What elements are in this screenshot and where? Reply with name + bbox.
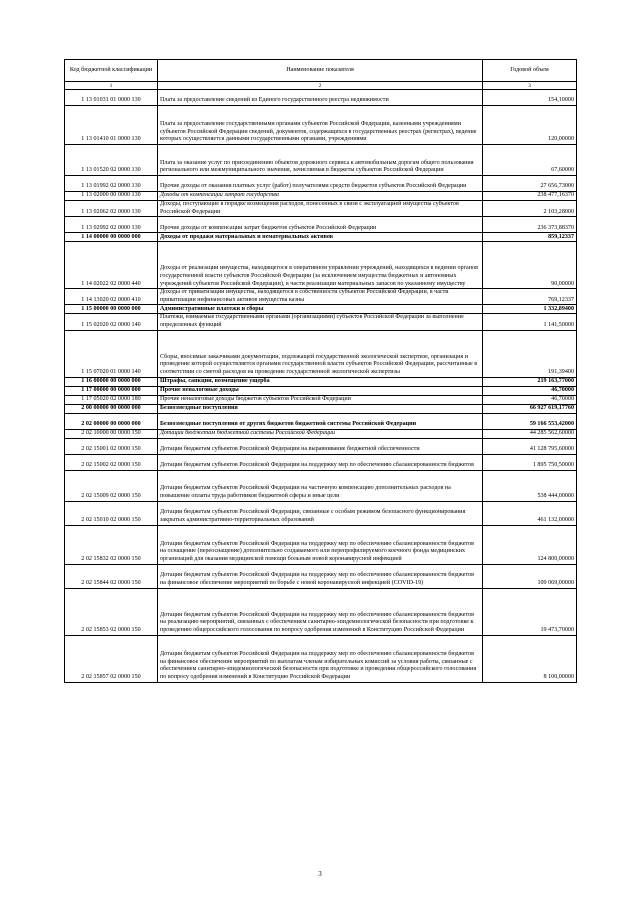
row-code: 1 14 00000 00 0000 000 xyxy=(65,233,158,242)
row-amount: 66 927 619,17760 xyxy=(483,404,577,413)
column-number: 2 xyxy=(158,82,483,90)
row-amount: 461 132,00000 xyxy=(483,501,577,525)
row-code: 2 02 00000 00 0000 000 xyxy=(65,413,158,429)
row-name: Дотации бюджетам субъектов Российской Федерации на частичную компенсацию дополнительных расходов на повышение оплаты труда работников бюджетной сферы и иные цели xyxy=(158,470,483,501)
row-amount: 191,39400 xyxy=(483,330,577,377)
table-row xyxy=(65,233,577,242)
table-row xyxy=(65,106,577,145)
row-amount: 1 332,89400 xyxy=(483,305,577,314)
row-name: Плата за оказание услуг по присоединению объектов дорожного сервиса к автомобильным дорогам общего пользования регионального или межмуниципального значения, зачисляемая в бюджеты субъектов Российской Федерации xyxy=(158,145,483,176)
table-row xyxy=(65,525,577,564)
row-amount: 1 141,50000 xyxy=(483,314,577,330)
row-code: 1 13 01992 02 0000 130 xyxy=(65,176,158,192)
table-row xyxy=(65,404,577,413)
row-name: Доходы от реализации имущества, находящегося в оперативном управлении учреждений, находящихся в ведении органов государственной власти субъектов Российской Федерации (за исключением имущества бюджетных и автономных учреждений субъектов Российской Федерации), в части реализации материальных запасов по указанному имуществу xyxy=(158,242,483,289)
table-row xyxy=(65,289,577,305)
row-name: Дотации бюджетам субъектов Российской Федерации на выравнивание бюджетной обеспеченности xyxy=(158,438,483,454)
row-code: 2 02 15010 02 0000 150 xyxy=(65,501,158,525)
header-code: Код бюджетной классификации xyxy=(65,60,158,82)
row-code: 1 14 13020 02 0000 410 xyxy=(65,289,158,305)
row-code: 1 17 00000 00 0000 000 xyxy=(65,386,158,395)
table-header-row xyxy=(65,60,577,82)
table-row xyxy=(65,217,577,233)
row-amount: 124 800,00000 xyxy=(483,525,577,564)
table-row xyxy=(65,454,577,470)
table-row xyxy=(65,305,577,314)
row-code: 1 16 00000 00 0000 000 xyxy=(65,377,158,386)
row-code: 2 02 10000 00 0000 150 xyxy=(65,429,158,438)
row-amount: 154,10000 xyxy=(483,90,577,106)
row-code: 1 15 00000 00 0000 000 xyxy=(65,305,158,314)
table-row xyxy=(65,330,577,377)
row-amount: 46,70000 xyxy=(483,395,577,404)
row-amount: 769,12337 xyxy=(483,289,577,305)
row-name: Доходы, поступающие в порядке возмещения расходов, понесенных в связи с эксплуатацией имущества субъектов Российской Федерации xyxy=(158,201,483,217)
row-code: 2 02 15832 02 0000 150 xyxy=(65,525,158,564)
row-name: Дотации бюджетам субъектов Российской Федерации на поддержку мер по обеспечению сбалансированности бюджетов на реализацию мероприятий, связанных с обеспечением санитарно-эпидемиологической безопасности при подготовке к проведению общероссийского голосования по вопросу одобрения изменений в Конституцию Российской Федерации xyxy=(158,588,483,635)
table-row xyxy=(65,501,577,525)
table-row xyxy=(65,192,577,201)
row-amount: 44 285 562,60000 xyxy=(483,429,577,438)
row-name: Прочие доходы от компенсации затрат бюджетов субъектов Российской Федерации xyxy=(158,217,483,233)
table-row xyxy=(65,413,577,429)
row-code: 1 13 02062 02 0000 130 xyxy=(65,201,158,217)
table-row xyxy=(65,242,577,289)
header-amount: Годовой объем xyxy=(483,60,577,82)
table-body xyxy=(65,60,577,683)
row-amount: 8 100,00000 xyxy=(483,635,577,682)
table-row xyxy=(65,145,577,176)
row-amount: 120,00000 xyxy=(483,106,577,145)
row-code: 2 02 15002 02 0000 150 xyxy=(65,454,158,470)
row-amount: 236 373,88370 xyxy=(483,217,577,233)
budget-revenue-table xyxy=(64,59,577,683)
row-code: 1 14 02022 02 0000 440 xyxy=(65,242,158,289)
row-code: 2 02 15009 02 0000 150 xyxy=(65,470,158,501)
row-amount: 238 477,16370 xyxy=(483,192,577,201)
table-row xyxy=(65,588,577,635)
row-name: Административные платежи и сборы xyxy=(158,305,483,314)
row-name: Дотации бюджетам субъектов Российской Федерации на поддержку мер по обеспечению сбалансированности бюджетов на финансовое обеспечение мероприятий по борьбе с новой коронавирусной инфекцией (COVID-19) xyxy=(158,564,483,588)
row-amount: 41 128 795,60000 xyxy=(483,438,577,454)
row-amount: 46,70000 xyxy=(483,386,577,395)
column-number: 3 xyxy=(483,82,577,90)
table-row xyxy=(65,314,577,330)
row-amount: 538 444,00000 xyxy=(483,470,577,501)
row-code: 2 00 00000 00 0000 000 xyxy=(65,404,158,413)
row-code: 2 02 15853 02 0000 150 xyxy=(65,588,158,635)
row-code: 1 15 07020 01 0000 140 xyxy=(65,330,158,377)
row-name: Доходы от приватизации имущества, находящегося в собственности субъектов Российской Федерации, в части приватизации нефинансовых активов имущества казны xyxy=(158,289,483,305)
row-code: 1 13 01031 01 0000 130 xyxy=(65,90,158,106)
row-code: 1 13 01520 02 0000 130 xyxy=(65,145,158,176)
table-row xyxy=(65,90,577,106)
row-name: Дотации бюджетам субъектов Российской Федерации на поддержку мер по обеспечению сбалансированности бюджетов на оснащение (переоснащение) дополнительно создаваемого или перепрофилируемого коечного фонда медицинских организаций для оказания медицинской помощи больным новой коронавирусной инфекцией xyxy=(158,525,483,564)
row-name: Плата за предоставление государственными органами субъектов Российской Федерации, казенными учреждениями субъектов Российской Федерации сведений, документов, содержащихся в государственных реестрах (регистрах), ведение которых осуществляется данными государственными органами, учреждениями xyxy=(158,106,483,145)
row-name: Доходы от компенсации затрат государства xyxy=(158,192,483,201)
row-code: 2 02 15844 02 0000 150 xyxy=(65,564,158,588)
row-name: Дотации бюджетам субъектов Российской Федерации на поддержку мер по обеспечению сбалансированности бюджетов на финансовое обеспечение мероприятий по выплатам членам избирательных комиссий за условия работы, связанные с обеспечением санитарно-эпидемиологической безопасности при подготовке и проведении общероссийского голосования по вопросу одобрения изменений в Конституцию Российской Федерации xyxy=(158,635,483,682)
row-code: 2 02 15857 02 0000 150 xyxy=(65,635,158,682)
table-row xyxy=(65,201,577,217)
row-amount: 67,60000 xyxy=(483,145,577,176)
row-name: Прочие неналоговые доходы бюджетов субъектов Российской Федерации xyxy=(158,395,483,404)
table-row xyxy=(65,429,577,438)
row-code: 1 17 05020 02 0000 180 xyxy=(65,395,158,404)
row-name: Доходы от продажи материальных и нематериальных активов xyxy=(158,233,483,242)
column-number-row xyxy=(65,82,577,90)
row-name: Штрафы, санкции, возмещение ущерба xyxy=(158,377,483,386)
table-row xyxy=(65,386,577,395)
column-number: 1 xyxy=(65,82,158,90)
row-amount: 1 895 750,50000 xyxy=(483,454,577,470)
table-row xyxy=(65,564,577,588)
row-name: Платежи, взимаемые государственными органами (организациями) субъектов Российской Федерации за выполнение определенных функций xyxy=(158,314,483,330)
row-code: 1 13 02992 02 0000 130 xyxy=(65,217,158,233)
table-row xyxy=(65,377,577,386)
row-name: Безвозмездные поступления xyxy=(158,404,483,413)
row-name: Прочие доходы от оказания платных услуг (работ) получателями средств бюджетов субъектов Российской Федерации xyxy=(158,176,483,192)
table-row xyxy=(65,438,577,454)
row-amount: 2 103,28000 xyxy=(483,201,577,217)
row-name: Дотации бюджетам субъектов Российской Федерации на поддержку мер по обеспечению сбалансированности бюджетов xyxy=(158,454,483,470)
row-code: 1 13 01410 01 0000 130 xyxy=(65,106,158,145)
table-row xyxy=(65,395,577,404)
row-amount: 19 473,70000 xyxy=(483,588,577,635)
row-code: 1 15 02020 02 0000 140 xyxy=(65,314,158,330)
row-name: Прочие неналоговые доходы xyxy=(158,386,483,395)
row-code: 1 13 02000 00 0000 130 xyxy=(65,192,158,201)
row-amount: 59 166 553,42000 xyxy=(483,413,577,429)
row-name: Дотации бюджетам бюджетной системы Российской Федерации xyxy=(158,429,483,438)
table-row xyxy=(65,470,577,501)
row-amount: 859,12337 xyxy=(483,233,577,242)
row-amount: 27 656,73000 xyxy=(483,176,577,192)
table-row xyxy=(65,176,577,192)
row-code: 2 02 15001 02 0000 150 xyxy=(65,438,158,454)
row-amount: 219 163,77000 xyxy=(483,377,577,386)
page-number: 3 xyxy=(318,870,322,878)
header-name: Наименование показателя xyxy=(158,60,483,82)
row-amount: 109 069,00000 xyxy=(483,564,577,588)
table-row xyxy=(65,635,577,682)
row-name: Безвозмездные поступления от других бюджетов бюджетной системы Российской Федерации xyxy=(158,413,483,429)
row-name: Плата за предоставление сведений из Единого государственного реестра недвижимости xyxy=(158,90,483,106)
row-name: Дотации бюджетам субъектов Российской Федерации, связанные с особым режимом безопасного функционирования закрытых административно-территориальных образований xyxy=(158,501,483,525)
row-name: Сборы, вносимые заказчиками документации, подлежащей государственной экологической экспертизе, организация и проведение которой осуществляется органами государственной власти субъектов Российской Федерации, рассчитанные в соответствии со сметой расходов на проведение государственной экологической экспертизы xyxy=(158,330,483,377)
row-amount: 90,00000 xyxy=(483,242,577,289)
